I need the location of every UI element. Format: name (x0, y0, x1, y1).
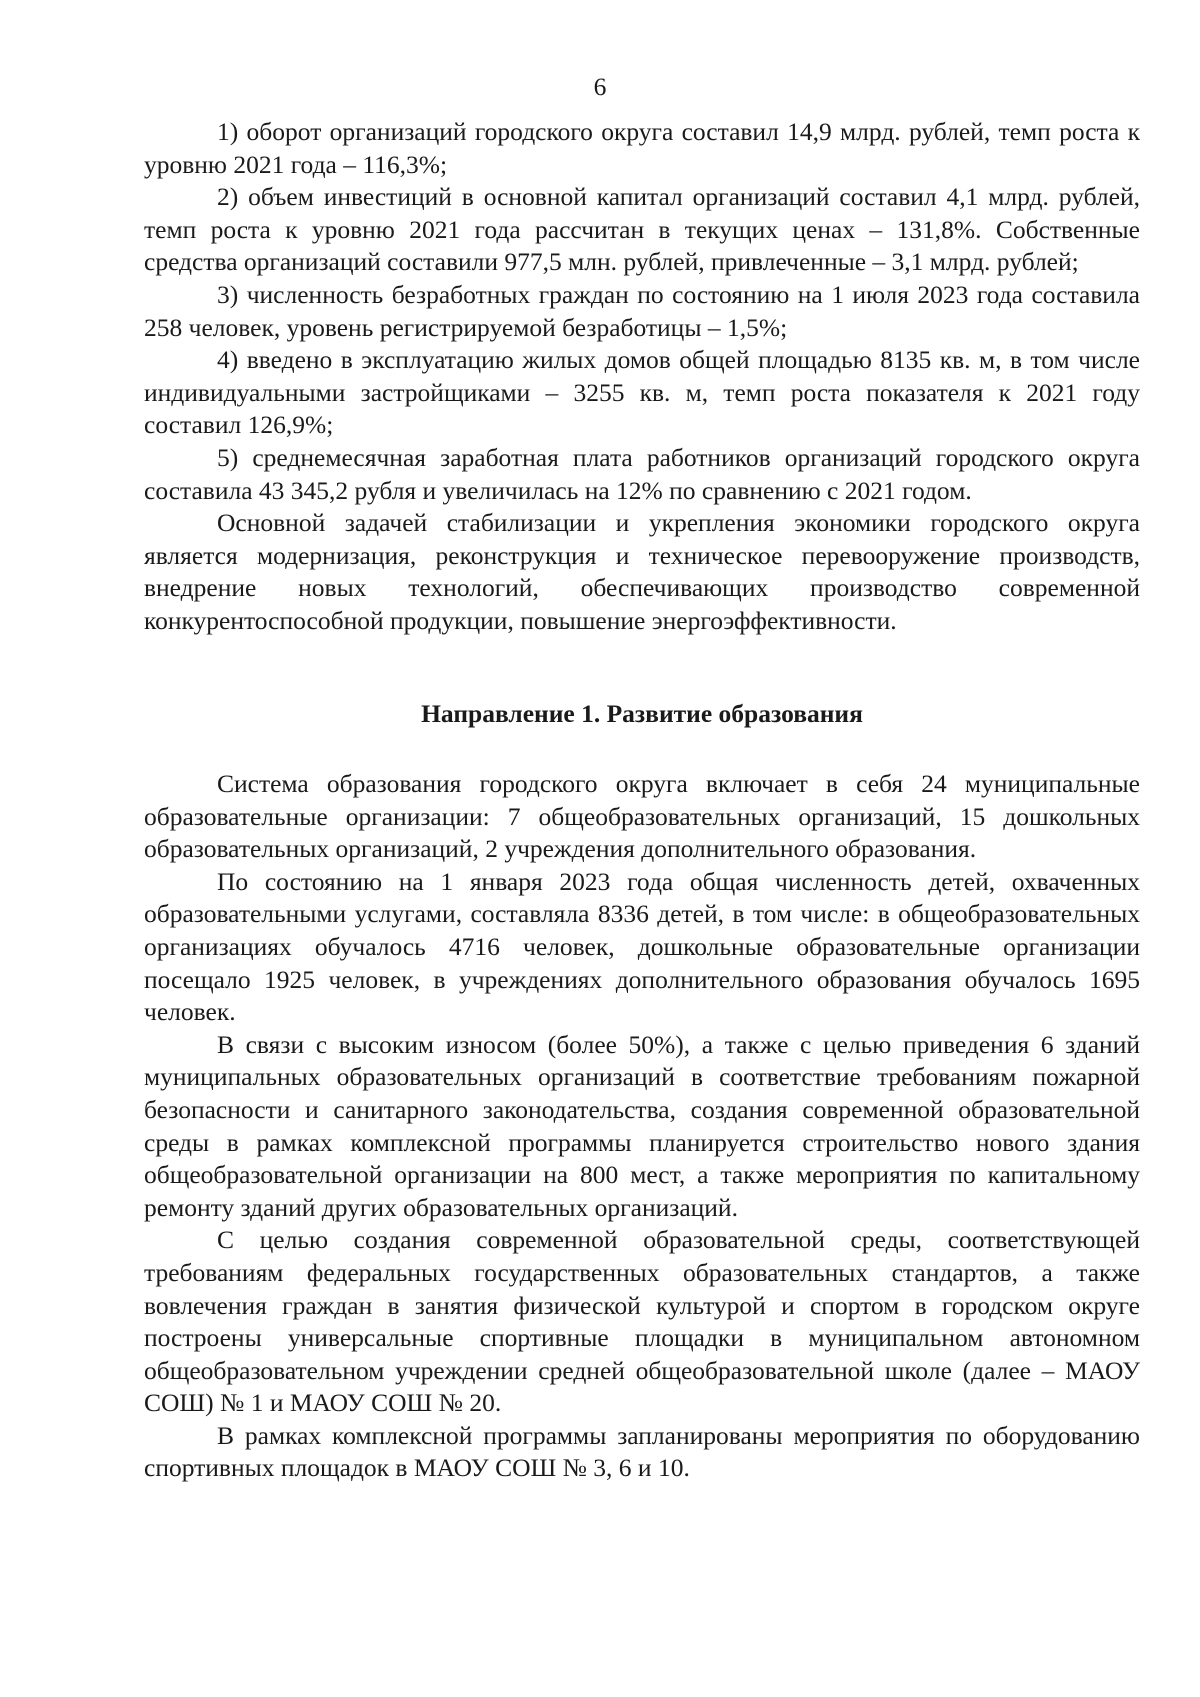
section-heading: Направление 1. Развитие образования (421, 699, 863, 728)
paragraph-main-task: Основной задачей стабилизации и укрепления экономики городского округа является модернизация, реконструкция и техническое перевооружение производств, внедрение новых технологий, обеспечивающих производство современной конкурентоспособной продукции, повышение энергоэффективности. (144, 508, 1140, 635)
paragraph-children-count: По состоянию на 1 января 2023 года общая численность детей, охваченных образовательными услугами, составляла 8336 детей, в том числе: в общеобразовательных организациях обучалось 4716 человек, дошкольные образовательные организации посещало 1925 человек, в учреждениях дополнительного образования обучалось 1695 человек. (144, 866, 1140, 1027)
education-section (144, 768, 1140, 1485)
economy-results-section (144, 116, 1140, 638)
page-number: 6 (593, 72, 607, 101)
paragraph-education-system: Система образования городского округа включает в себя 24 муниципальные образовательные организации: 7 общеобразовательных организаций, 15 дошкольных образовательных организаций, 2 учреждения дополнительного образования. (144, 769, 1140, 864)
paragraph-construction: В связи с высоким износом (более 50%), а также с целью приведения 6 зданий муниципальных образовательных организаций в соответствие требованиям пожарной безопасности и санитарного законодательства, создания современной образовательной среды в рамках комплексной программы планируется строительство нового здания общеобразовательной организации на 800 мест, а также мероприятия по капитальному ремонту зданий других образовательных организаций. (144, 1029, 1140, 1222)
paragraph-turnover: 1) оборот организаций городского округа составил 14,9 млрд. рублей, темп роста к уровню 2021 года – 116,3%; (144, 117, 1140, 179)
paragraph-unemployment: 3) численность безработных граждан по состоянию на 1 июля 2023 года составила 258 человек, уровень регистрируемой безработицы – 1,5%; (144, 279, 1140, 342)
paragraph-salary: 5) среднемесячная заработная плата работников организаций городского округа составила 43 345,2 рубля и увеличилась на 12% по сравнению с 2021 годом. (144, 442, 1140, 505)
paragraph-sports-grounds: С целью создания современной образовательной среды, соответствующей требованиям федеральных государственных образовательных стандартов, а также вовлечения граждан в занятия физической культурой и спортом в городском округе построены универсальные спортивные площадки в муниципальном автономном общеобразовательном учреждении средней общеобразовательной школе (далее – МАОУ СОШ) № 1 и МАОУ СОШ № 20. (144, 1225, 1140, 1418)
paragraph-planned-equipment: В рамках комплексной программы запланированы мероприятия по оборудованию спортивных площадок в МАОУ СОШ № 3, 6 и 10. (144, 1420, 1140, 1483)
paragraph-housing: 4) введено в эксплуатацию жилых домов общей площадью 8135 кв. м, в том числе индивидуальными застройщиками – 3255 кв. м, темп роста показателя к 2021 году составил 126,9%; (144, 345, 1140, 440)
paragraph-investments: 2) объем инвестиций в основной капитал организаций составил 4,1 млрд. рублей, темп роста к уровню 2021 года рассчитан в текущих ценах – 131,8%. Собственные средства организаций составили 977,5 млн. рублей, привлеченные – 3,1 млрд. рублей; (144, 182, 1140, 277)
